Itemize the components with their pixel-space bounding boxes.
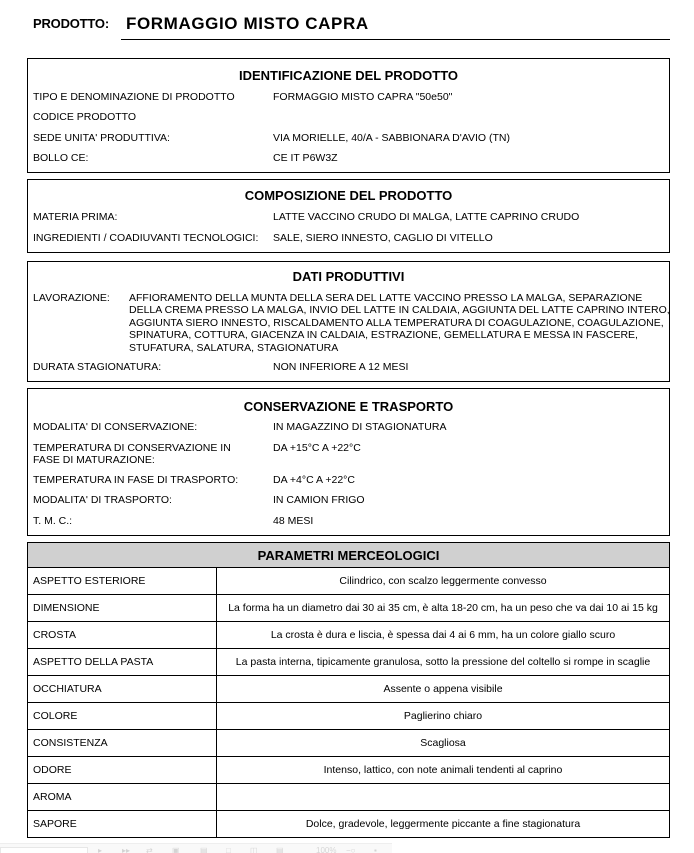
table-row <box>28 595 670 622</box>
table-row <box>28 649 670 676</box>
param-label: ASPETTO ESTERIORE <box>28 568 217 595</box>
section-title: COMPOSIZIONE DEL PRODOTTO <box>244 188 453 203</box>
info-label: LAVORAZIONE: <box>33 292 110 304</box>
param-label: COLORE <box>28 703 217 730</box>
param-label: ODORE <box>28 757 217 784</box>
section-identificazione <box>27 58 670 173</box>
table-title: PARAMETRI MERCEOLOGICI <box>28 543 670 568</box>
table-row <box>28 811 670 838</box>
info-label: MATERIA PRIMA: <box>33 211 118 223</box>
param-value: La forma ha un diametro dai 30 ai 35 cm, è alta 18-20 cm, ha un peso che va dai 10 ai 15 kg <box>217 595 670 622</box>
next-page-icon[interactable]: ▸ <box>98 846 103 853</box>
table-row <box>28 676 670 703</box>
zoom-level[interactable]: 100% <box>316 846 337 853</box>
product-label: PRODOTTO: <box>33 16 109 31</box>
param-value: Scagliosa <box>217 730 670 757</box>
info-label: MODALITA' DI CONSERVAZIONE: <box>33 421 198 433</box>
info-value: NON INFERIORE A 12 MESI <box>273 361 409 373</box>
two-page-continuous-icon[interactable]: ▤ <box>276 846 284 853</box>
two-page-view-icon[interactable]: ◫ <box>250 846 258 853</box>
continuous-view-icon[interactable]: ▤ <box>200 846 208 853</box>
info-row-lavorazione <box>33 292 671 352</box>
info-value: VIA MORIELLE, 40/A - SABBIONARA D'AVIO (TN) <box>273 132 510 144</box>
fit-page-icon[interactable]: □ <box>226 846 231 853</box>
info-label: INGREDIENTI / COADIUVANTI TECNOLOGICI: <box>33 232 259 244</box>
rotate-icon[interactable]: ⇄ <box>146 846 153 853</box>
info-label: CODICE PRODOTTO <box>33 111 137 123</box>
info-value: IN CAMION FRIGO <box>273 494 365 506</box>
page-number-input[interactable] <box>0 847 88 853</box>
info-value: 48 MESI <box>273 515 314 527</box>
info-value: FORMAGGIO MISTO CAPRA "50e50" <box>273 91 453 103</box>
info-label: DURATA STAGIONATURA: <box>33 361 162 373</box>
info-label: T. M. C.: <box>33 515 73 527</box>
param-value: Paglierino chiaro <box>217 703 670 730</box>
info-value: DA +4°C A +22°C <box>273 474 355 486</box>
info-value: LATTE VACCINO CRUDO DI MALGA, LATTE CAPRINO CRUDO <box>273 211 580 223</box>
param-label: CONSISTENZA <box>28 730 217 757</box>
section-title: CONSERVAZIONE E TRASPORTO <box>243 399 454 414</box>
info-value: CE IT P6W3Z <box>273 152 338 164</box>
param-label: CROSTA <box>28 622 217 649</box>
table-row <box>28 784 670 811</box>
section-title: DATI PRODUTTIVI <box>292 269 405 284</box>
param-value: Intenso, lattico, con note animali tendenti al caprino <box>217 757 670 784</box>
section-conservazione <box>27 388 670 536</box>
param-label: ASPETTO DELLA PASTA <box>28 649 217 676</box>
param-value: Cilindrico, con scalzo leggermente convesso <box>217 568 670 595</box>
info-label: TEMPERATURA DI CONSERVAZIONE IN FASE DI MATURAZIONE: <box>33 442 231 466</box>
product-name: FORMAGGIO MISTO CAPRA <box>126 14 369 33</box>
section-dati-produttivi <box>27 261 670 382</box>
info-value: IN MAGAZZINO DI STAGIONATURA <box>273 421 447 433</box>
info-value: SALE, SIERO INNESTO, CAGLIO DI VITELLO <box>273 232 493 244</box>
table-row <box>28 622 670 649</box>
last-page-icon[interactable]: ▸▸ <box>122 846 131 853</box>
param-label: DIMENSIONE <box>28 595 217 622</box>
parametri-table <box>27 542 670 838</box>
section-composizione <box>27 179 670 253</box>
param-value: Dolce, gradevole, leggermente piccante a fine stagionatura <box>217 811 670 838</box>
info-label: TEMPERATURA IN FASE DI TRASPORTO: <box>33 474 239 486</box>
table-row <box>28 757 670 784</box>
param-value <box>217 784 670 811</box>
zoom-out-icon[interactable]: −○ <box>346 846 356 853</box>
section-title: IDENTIFICAZIONE DEL PRODOTTO <box>238 68 459 83</box>
table-row <box>28 703 670 730</box>
param-value: La crosta è dura e liscia, è spessa dai 4 ai 6 mm, ha un colore giallo scuro <box>217 622 670 649</box>
info-label: TIPO E DENOMINAZIONE DI PRODOTTO <box>33 91 235 103</box>
param-label: SAPORE <box>28 811 217 838</box>
param-value: Assente o appena visibile <box>217 676 670 703</box>
info-label: MODALITA' DI TRASPORTO: <box>33 494 172 506</box>
info-value: AFFIORAMENTO DELLA MUNTA DELLA SERA DEL LATTE VACCINO PRESSO LA MALGA, SEPARAZIONE DELLA CREMA PRESSO LA MALGA, INVIO DEL LATTE IN CALDAIA, AGGIUNTA DEL LATTE CAPRINO INTERO, AGGIUNTA SIERO INNESTO, RISCALDAMENTO ALLA TEMPERATURA DI COAGULAZIONE, COAGULAZIONE, SPINATURA, COTTURA, GIACENZA IN CALDAIA, ESTRAZIONE, GEMELLATURA E MESSA IN FASCERE, STUFATURA, SALATURA, STAGIONATURA <box>129 292 670 354</box>
info-value: DA +15°C A +22°C <box>273 442 361 454</box>
single-page-view-icon[interactable]: ▣ <box>172 846 180 853</box>
product-header <box>0 0 694 45</box>
table-row <box>28 568 670 595</box>
info-label: BOLLO CE: <box>33 152 89 164</box>
viewer-toolbar <box>0 843 392 853</box>
param-label: OCCHIATURA <box>28 676 217 703</box>
zoom-slider-handle[interactable]: ▪ <box>374 846 377 853</box>
param-label: AROMA <box>28 784 217 811</box>
title-underline <box>121 39 670 40</box>
param-value: La pasta interna, tipicamente granulosa, sotto la pressione del coltello si rompe in scaglie <box>217 649 670 676</box>
table-row <box>28 730 670 757</box>
table-header-row <box>28 543 670 568</box>
info-label: SEDE UNITA' PRODUTTIVA: <box>33 132 170 144</box>
